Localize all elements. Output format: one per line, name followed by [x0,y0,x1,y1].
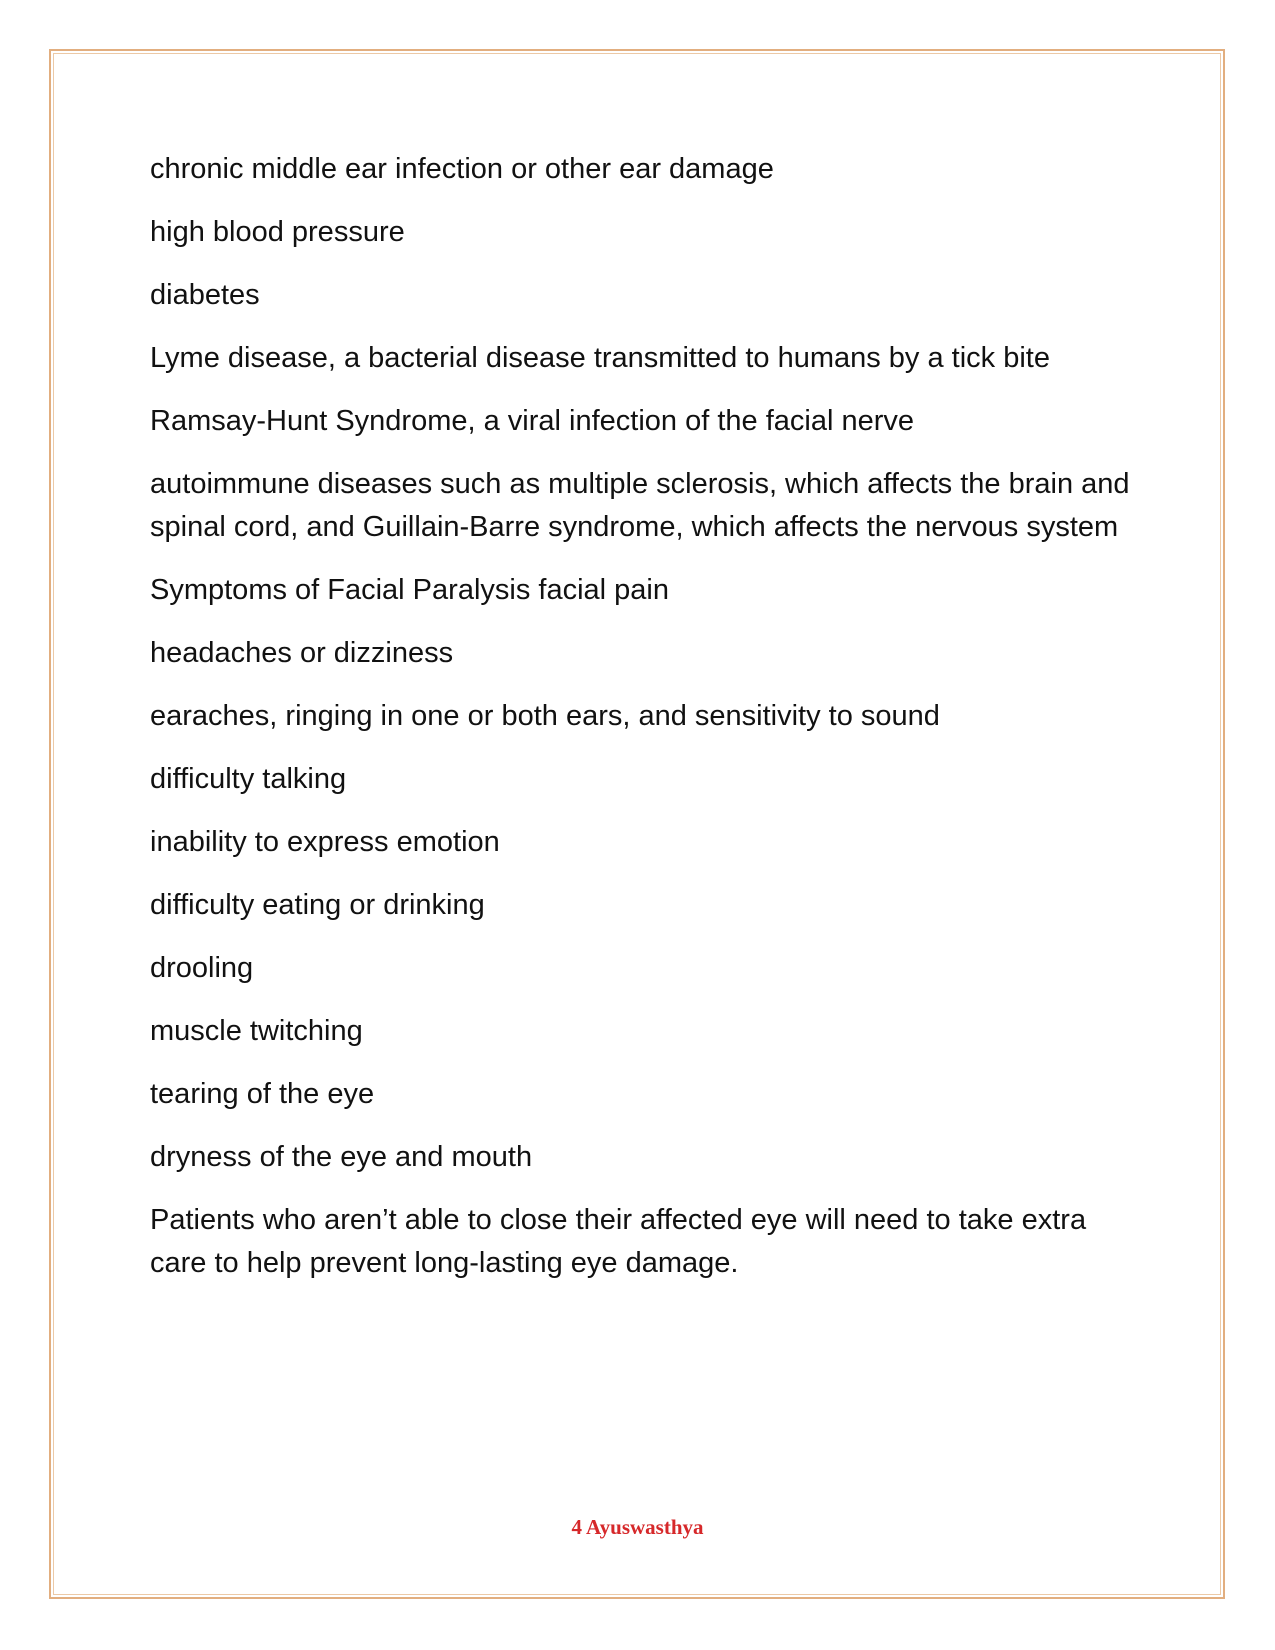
paragraph: headaches or dizziness [150,637,454,669]
paragraph: earaches, ringing in one or both ears, and sensitivity to sound [150,700,940,732]
document-body [150,148,1135,1305]
paragraph: Symptoms of Facial Paralysis facial pain [150,574,669,606]
paragraph: inability to express emotion [150,826,500,858]
page-footer: 4 Ayuswasthya [571,1515,704,1539]
paragraph: Ramsay-Hunt Syndrome, a viral infection of the facial nerve [150,405,915,437]
paragraph: high blood pressure [150,216,405,248]
paragraph: dryness of the eye and mouth [150,1141,533,1173]
paragraph: drooling [150,952,254,984]
paragraph: Patients who aren’t able to close their affected eye will need to take extra care to help prevent long-lasting eye damage. [150,1204,1087,1279]
paragraph: chronic middle ear infection or other ear damage [150,153,774,185]
paragraph: Lyme disease, a bacterial disease transmitted to humans by a tick bite [150,342,1050,374]
paragraph: tearing of the eye [150,1078,375,1110]
paragraph: muscle twitching [150,1015,363,1047]
paragraph: difficulty eating or drinking [150,889,485,921]
paragraph: difficulty talking [150,763,347,795]
paragraph: autoimmune diseases such as multiple sclerosis, which affects the brain and spinal cord, and Guillain-Barre syndrome, which affects the nervous system [150,468,1130,543]
paragraph: diabetes [150,279,260,311]
